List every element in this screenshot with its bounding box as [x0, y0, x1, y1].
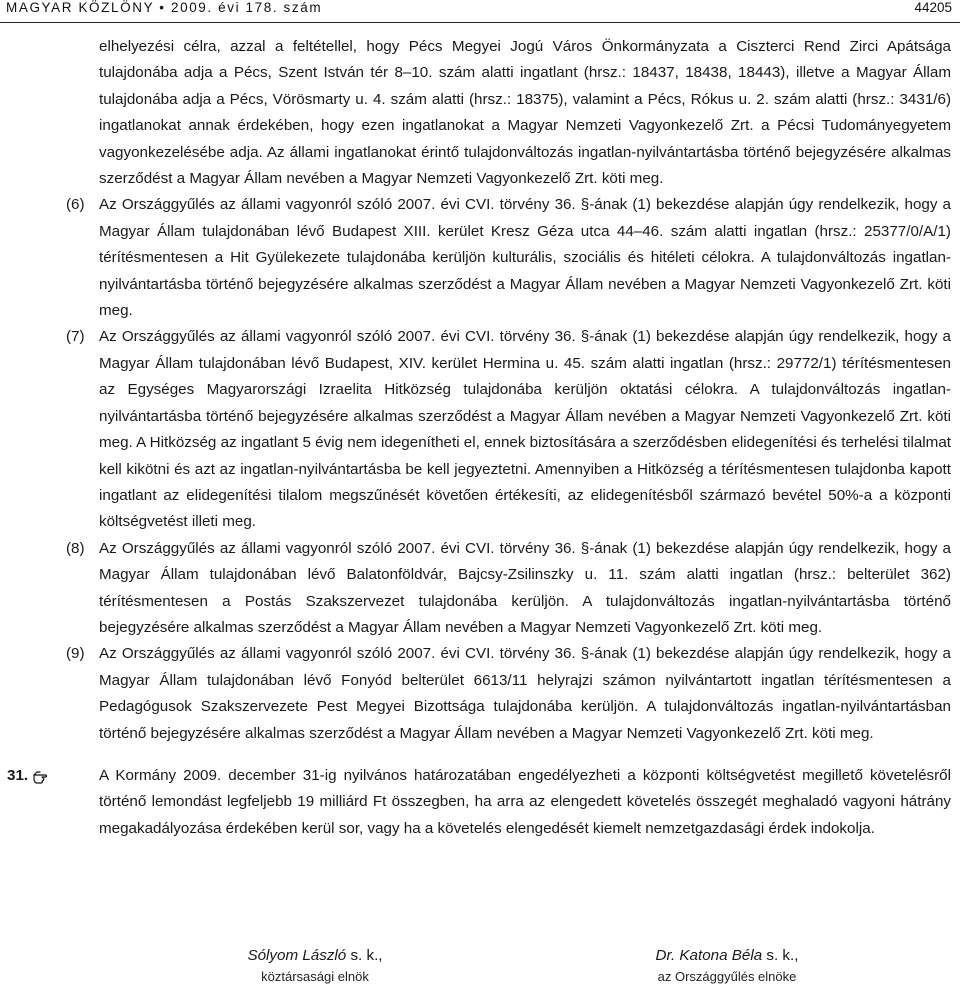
clause-9: [0, 641, 960, 747]
journal-name: MAGYAR KÖZLÖNY: [6, 0, 154, 15]
pointing-hand-icon: [33, 769, 57, 785]
section-text: A Kormány 2009. december 31-ig nyilvános határozatában engedélyezheti a központi költségvetést megillető követelésről történő lemondást legfeljebb 19 milliárd Ft összegben, ha arra az elengedett követelés összegét meghaladó vagyoni hátrány megakadályozása érdekében kerül sor, vagy ha a követelés elengedését kiemelt nemzetgazdasági érdek indokolja.: [99, 766, 951, 837]
signature-left: [195, 946, 435, 988]
signatory-role: az Országgyűlés elnöke: [657, 969, 797, 984]
signatory-name: Dr. Katona Béla s. k.,: [655, 947, 799, 964]
header-rule: [0, 22, 960, 23]
clause-6: [0, 192, 960, 324]
page-number: 44205: [914, 0, 952, 15]
document-body: [0, 34, 960, 842]
signatory-name: Sólyom László s. k.,: [247, 947, 383, 964]
clause-number: (9): [66, 645, 85, 663]
bullet-separator: •: [159, 0, 171, 15]
running-head: [6, 0, 322, 15]
page-header: [0, 0, 960, 24]
clause-text: Az Országgyűlés az állami vagyonról szóló 2007. évi CVI. törvény 36. §-ának (1) bekezdése alapján úgy rendelkezik, hogy a Magyar Állam tulajdonában lévő Budapest XIII. kerület Kresz Géza utca 44–46. szám alatti ingatlan (hrsz.: 25377/0/A/1) térítésmentesen a Hit Gyülekezete tulajdonába kerüljön kulturális, szociális és hitéleti célokra. A tulajdonváltozás ingatlan-nyilvántartásba történő bejegyzésére alkalmas szerződést a Magyar Állam nevében a Magyar Nemzeti Vagyonkezelő Zrt. köti meg.: [99, 196, 951, 320]
clause-text: Az Országgyűlés az állami vagyonról szóló 2007. évi CVI. törvény 36. §-ának (1) bekezdése alapján úgy rendelkezik, hogy a Magyar Állam tulajdonában lévő Fonyód belterület 6613/11 helyrajzi számon nyilvántartott ingatlan térítésmentesen a Pedagógusok Szakszervezete Pest Megyei Bizottsága tulajdonába kerüljön. A tulajdonváltozás ingatlan-nyilvántartásban történő bejegyzésére alkalmas szerződést a Magyar Állam nevében a Magyar Nemzeti Vagyonkezelő Zrt. köti meg.: [99, 645, 951, 742]
signatory-role: köztársasági elnök: [261, 969, 369, 984]
clause-text: Az Országgyűlés az állami vagyonról szóló 2007. évi CVI. törvény 36. §-ának (1) bekezdése alapján úgy rendelkezik, hogy a Magyar Állam tulajdonában lévő Balatonföldvár, Bajcsy-Zsilinszky u. 11. szám alatti ingatlan (hrsz.: belterület 362) térítésmentesen a Postás Szakszervezet tulajdonába kerüljön. A tulajdonváltozás ingatlan-nyilvántartásba történő bejegyzésére alkalmas szerződést a Magyar Állam nevében a Magyar Nemzeti Vagyonkezelő Zrt. köti meg.: [99, 539, 951, 636]
issue-label: 2009. évi 178. szám: [170, 0, 323, 15]
section-31: [0, 763, 960, 842]
clause-number: (7): [66, 328, 85, 346]
continuation-paragraph: elhelyezési célra, azzal a feltétellel, hogy Pécs Megyei Jogú Város Önkormányzata a Ciszterci Rend Zirci Apátsága tulajdonába adja a Pécs, Szent István tér 8–10. szám alatti ingatlant (hrsz.: 18437, 18438, 18443), illetve a Magyar Állam tulajdonába adja a Pécs, Vörösmarty u. 4. szám alatti (hrsz.: 18375), valamint a Pécs, Rókus u. 2. szám alatti (hrsz.: 3431/6) ingatlanokat annak érdekében, hogy ezen ingatlanokat a Magyar Nemzeti Vagyonkezelő Zrt. a Pécsi Tudományegyetem vagyonkezelésébe adja. Az állami ingatlanokat érintő tulajdonváltozás ingatlan-nyilvántartásba történő bejegyzésére alkalmas szerződést a Magyar Állam nevében a Magyar Nemzeti Vagyonkezelő Zrt. köti meg.: [99, 38, 951, 188]
clause-text: Az Országgyűlés az állami vagyonról szóló 2007. évi CVI. törvény 36. §-ának (1) bekezdése alapján úgy rendelkezik, hogy a Magyar Állam tulajdonában lévő Budapest, XIV. kerület Hermina u. 45. szám alatti ingatlan (hrsz.: 29772/1) térítésmentesen az Egységes Magyarországi Izraelita Hitközség tulajdonába kerüljön oktatási célokra. A tulajdonváltozás ingatlan-nyilvántartásba történő bejegyzésére alkalmas szerződést a Magyar Állam nevében a Magyar Nemzeti Vagyonkezelő Zrt. köti meg. A Hitközség az ingatlant 5 évig nem idegenítheti el, ennek biztosítására a szerződésben elidegenítési és terhelési tilalmat kell kikötni és azt az ingatlan-nyilvántartásba be kell jegyeztetni. Amennyiben a Hitközség a térítésmentesen tulajdonba kapott ingatlant az elidegenítési tilalom megszűnését követően értékesíti, az elidegenítésből származó bevétel 50%-a a központi költségvetést illeti meg.: [99, 328, 951, 531]
clause-number: (8): [66, 539, 85, 557]
section-number: 31.: [7, 766, 29, 784]
signature-right: [607, 946, 847, 988]
clause-7: [0, 324, 960, 535]
clause-8: [0, 536, 960, 642]
clause-number: (6): [66, 196, 85, 214]
